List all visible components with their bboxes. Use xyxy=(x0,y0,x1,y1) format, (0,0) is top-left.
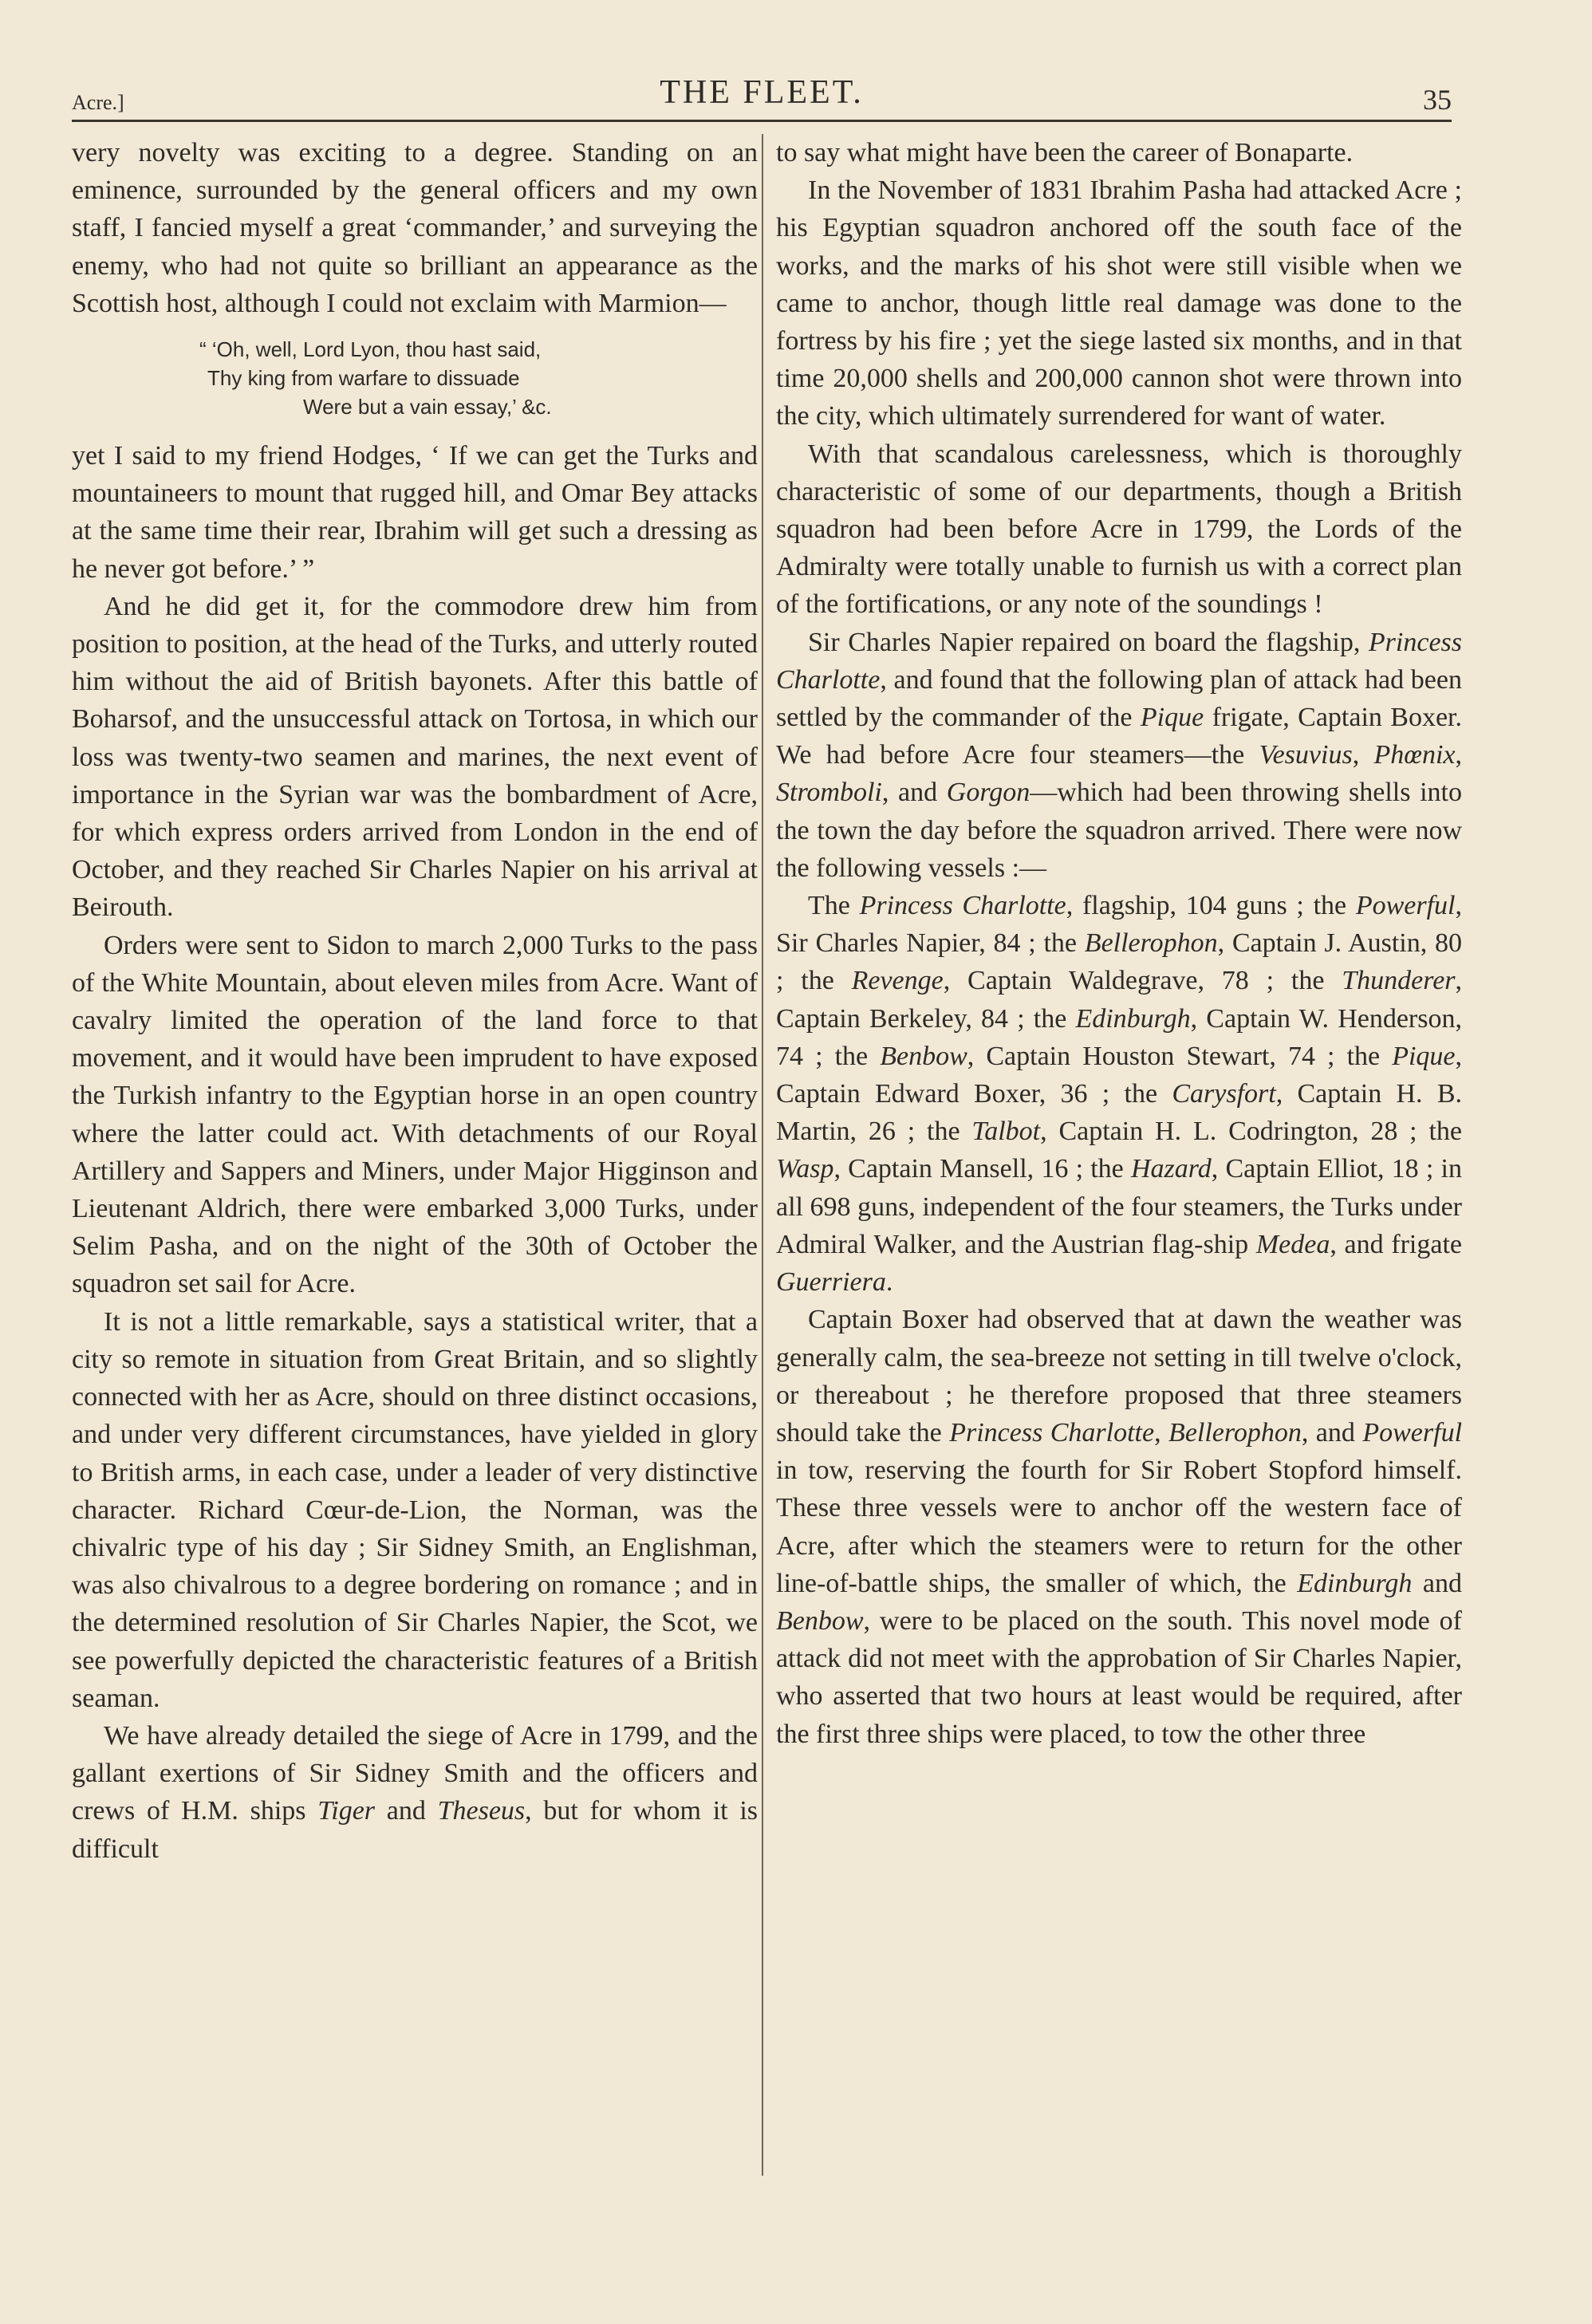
paragraph: very novelty was exciting to a degree. Standing on an eminence, surrounded by the general officers and my own staff, I fancied myself a great ‘commander,’ and surveying the enemy, who had not quite so brilliant an appearance as the Scottish host, although I could not exclaim with Marmion— xyxy=(72,138,758,318)
text-run: The xyxy=(808,891,860,921)
verse-line: Were but a vain essay,’ &c. xyxy=(303,395,552,420)
ship-name: Phœnix xyxy=(1373,740,1456,770)
text-run: . xyxy=(885,1267,893,1298)
text-run: , Captain J. Austin, 80 ; the xyxy=(776,928,1462,996)
text-run: , and found that the following plan of attack had been settled by the commander of the xyxy=(776,664,1462,733)
right-column xyxy=(776,134,1462,1753)
section-marker: Acre.] xyxy=(72,91,124,114)
ship-name: Princess Charlotte xyxy=(776,627,1462,695)
ship-name: Bellerophon xyxy=(1084,928,1218,959)
text-run: , Captain Berkeley, 84 ; the xyxy=(776,966,1463,1034)
paragraph: With that scandalous carelessness, which is thoroughly characteristic of some of our departments, though a British squadron had been before Acre in 1799, the Lords of the Admiralty were totally unable to furnish us with a correct plan of the fortifications, or any note of the soundings ! xyxy=(776,439,1462,620)
ship-name: Tiger xyxy=(317,1796,376,1826)
ship-name: Revenge xyxy=(851,966,944,996)
text-run: , Captain Edward Boxer, 36 ; the xyxy=(776,1041,1462,1109)
text-run: —which had been throwing shells into the town the day before the squadron arrived. There were now the following vessels :— xyxy=(776,778,1462,883)
text-run: , and xyxy=(1301,1417,1363,1448)
ship-name: Princess Charlotte xyxy=(859,891,1066,921)
paragraph: In the November of 1831 Ibrahim Pasha had attacked Acre ; his Egyptian squadron anchored off the south face of the works, and the marks of his shot were still visible when we came to anchor, though little real damage was done to the fortress by his fire ; yet the siege lasted six months, and in that time 20,000 shells and 200,000 cannon shot were thrown into the city, which ultimately surrendered for want of water. xyxy=(776,175,1462,431)
text-run: , were to be placed on the south. This novel mode of attack did not meet with the approbation of Sir Charles Napier, who asserted that two hours at least would be required, after the first three ships were placed, to tow the other three xyxy=(776,1605,1462,1749)
paragraph: Orders were sent to Sidon to march 2,000 Turks to the pass of the White Mountain, about eleven miles from Acre. Want of cavalry limited the operation of the land force to that movement, and it would have been imprudent to have exposed the Turkish infantry to the Egyptian horse in an open country where the latter could act. With detachments of our Royal Artillery and Sappers and Miners, under Major Higginson and Lieutenant Aldrich, there were embarked 3,000 Turks, under Selim Pasha, and on the night of the 30th of October the squadron set sail for Acre. xyxy=(72,930,758,1299)
text-run: and xyxy=(375,1796,438,1826)
paragraph xyxy=(776,1301,1462,1752)
text-run: , xyxy=(1455,740,1462,770)
paragraph xyxy=(776,887,1462,1301)
ship-name: Stromboli xyxy=(776,778,882,808)
paragraph xyxy=(72,1717,758,1868)
paragraph: to say what might have been the career of Bonaparte. xyxy=(776,138,1354,167)
text-run: in tow, reserving the fourth for Sir Robert Stopford himself. These three vessels were to anchor off the western face of Acre, after which the steamers were to return for the other line-of-battle ships, the smaller of which, the xyxy=(776,1455,1462,1598)
ship-name: Powerful xyxy=(1362,1417,1463,1448)
paragraph: yet I said to my friend Hodges, ‘ If we can get the Turks and mountaineers to mount that rugged hill, and Omar Bey attacks at the same time their rear, Ibrahim will get such a dressing as he never got before.’ ” xyxy=(72,441,758,584)
text-run: Captain Boxer had observed that at dawn the weather was generally calm, the sea-breeze not setting in till twelve o'clock, or thereabout ; he therefore proposed that three steamers should take the xyxy=(776,1305,1462,1448)
ship-name: Carysfort xyxy=(1172,1079,1276,1109)
paragraph xyxy=(776,624,1462,887)
running-head xyxy=(72,73,1452,118)
text-run: We have already detailed the siege of Acre in 1799, and the gallant exertions of Sir Sidney Smith and the officers and crews of H.M. ships xyxy=(72,1720,758,1826)
ship-name: Pique xyxy=(1392,1041,1456,1071)
left-column xyxy=(72,134,758,1868)
paragraph: And he did get it, for the commodore drew him from position to position, at the head of the Turks, and utterly routed him without the aid of British bayonets. After this battle of Boharsof, and the unsuccessful attack on Tortosa, in which our loss was twenty-two seamen and marines, the next event of importance in the Syrian war was the bombardment of Acre, for which express orders arrived from London in the end of October, and they reached Sir Charles Napier on his arrival at Beirouth. xyxy=(72,591,758,923)
text-run: , Captain Houston Stewart, 74 ; the xyxy=(967,1041,1393,1071)
ship-name: Princess Charlotte xyxy=(949,1417,1155,1448)
text-run: and xyxy=(1412,1568,1462,1598)
ship-name: Wasp xyxy=(776,1154,834,1184)
text-run: , Captain Elliot, 18 ; in all 698 guns, independent of the four steamers, the Turks under Admiral Walker, and the Austrian flag-ship xyxy=(776,1154,1462,1259)
text-run: , Captain H. B. Martin, 26 ; the xyxy=(776,1079,1463,1147)
ship-name: Benbow xyxy=(880,1041,967,1071)
page-number: 35 xyxy=(1423,84,1452,116)
verse-line: “ ‘Oh, well, Lord Lyon, thou hast said, xyxy=(199,337,542,362)
ship-name: Thunderer xyxy=(1342,966,1456,996)
ship-name: Theseus xyxy=(437,1796,526,1826)
ship-name: Powerful xyxy=(1355,891,1456,921)
page-title: THE FLEET. xyxy=(660,74,864,111)
ship-name: Edinburgh xyxy=(1075,1003,1191,1034)
text-run: , flagship, 104 guns ; the xyxy=(1066,891,1356,921)
text-run: , Captain Waldegrave, 78 ; the xyxy=(943,966,1342,996)
text-run: , and xyxy=(881,778,947,808)
text-run: frigate, Captain Boxer. We had before Acre four steamers—the xyxy=(776,703,1463,770)
ship-name: Guerriera xyxy=(776,1267,886,1298)
ship-name: Edinburgh xyxy=(1297,1568,1413,1598)
ship-name: Vesuvius xyxy=(1259,740,1353,770)
ship-name: Hazard xyxy=(1130,1154,1212,1184)
text-run: , xyxy=(1154,1417,1169,1448)
text-run: , Captain Mansell, 16 ; the xyxy=(833,1154,1131,1184)
text-run: , but for whom it is difficult xyxy=(72,1796,758,1864)
paragraph: It is not a little remarkable, says a statistical writer, that a city so remote in situation from Great Britain, and so slightly connected with her as Acre, should on three distinct occasions, and under very different circumstances, have yielded in glory to British arms, in each case, under a leader of very distinctive character. Richard Cœur-de-Lion, the Norman, was the chivalric type of his day ; Sir Sidney Smith, an Englishman, was also chivalrous to a degree bordering on romance ; and in the determined resolution of Sir Charles Napier, the Scot, we see powerfully depicted the characteristic features of a British seaman. xyxy=(72,1306,758,1713)
ship-name: Medea xyxy=(1255,1229,1330,1259)
ship-name: Bellerophon xyxy=(1168,1417,1302,1448)
ship-name: Pique xyxy=(1140,703,1204,733)
ship-name: Gorgon xyxy=(946,778,1030,808)
text-run: , and frigate xyxy=(1330,1229,1462,1259)
column-divider xyxy=(762,134,763,2176)
ship-name: Benbow xyxy=(776,1605,864,1636)
header-rule xyxy=(72,120,1452,122)
text-run: , Sir Charles Napier, 84 ; the xyxy=(776,891,1462,959)
ship-name: Talbot xyxy=(971,1117,1041,1147)
text-run: Sir Charles Napier repaired on board the flagship, xyxy=(808,627,1369,657)
text-run: , Captain W. Henderson, 74 ; the xyxy=(776,1003,1462,1071)
text-run: , Captain H. L. Codrington, 28 ; the xyxy=(1040,1117,1462,1147)
text-run: , xyxy=(1352,740,1374,770)
verse-quotation xyxy=(72,335,758,421)
verse-line: Thy king from warfare to dissuade xyxy=(207,366,520,391)
